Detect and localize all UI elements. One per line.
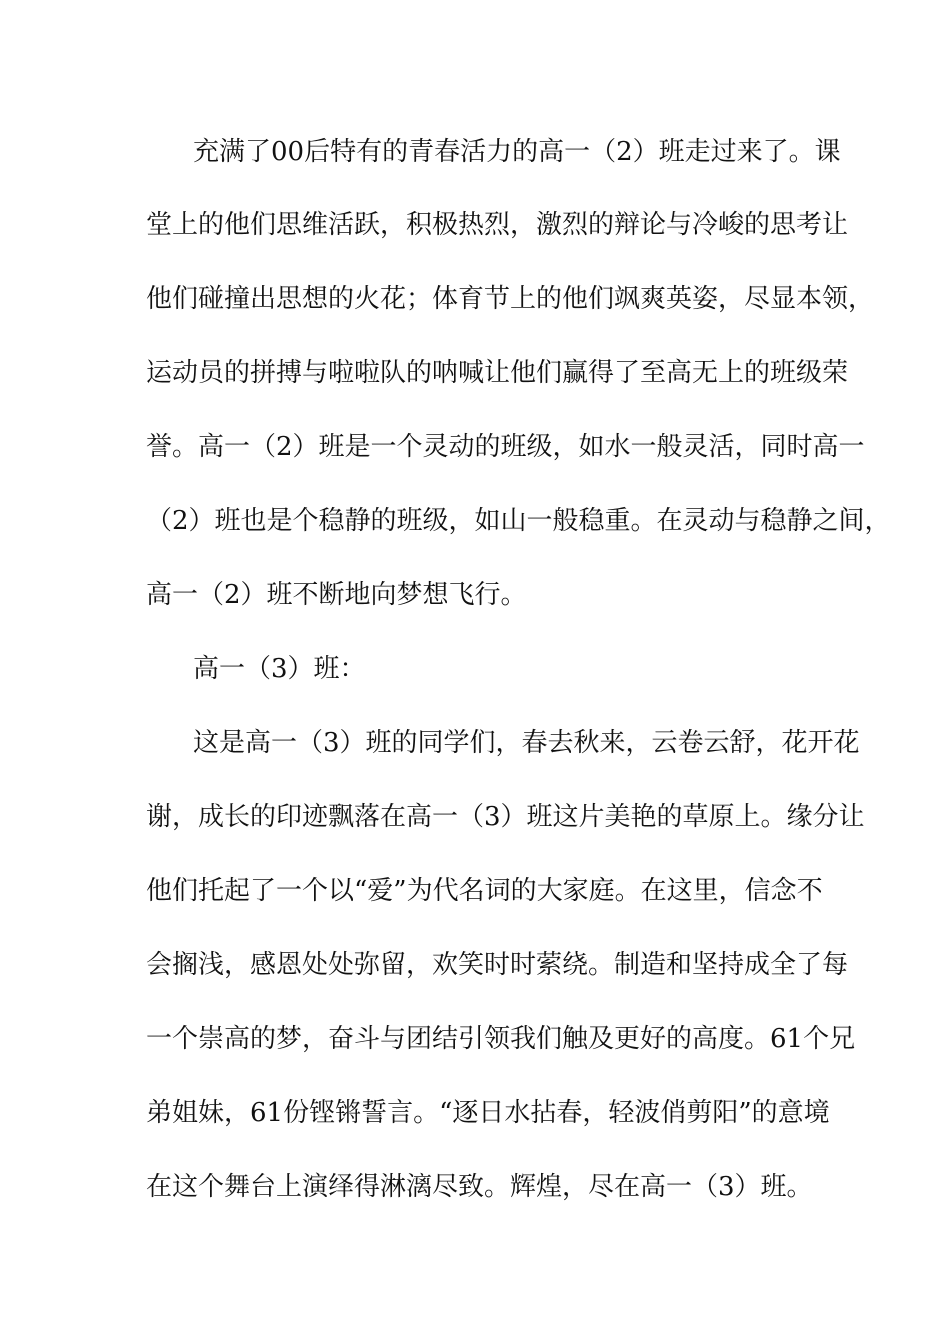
paragraph-line: 高一（2）班不断地向梦想飞行。 (146, 580, 527, 610)
section-heading: 高一（3）班： (193, 654, 366, 684)
paragraph-line: 弟姐妹，61份铿锵誓言。“逐日水拈春，轻波俏剪阳”的意境 (146, 1098, 830, 1128)
paragraph-line: 一个崇高的梦，奋斗与团结引领我们触及更好的高度。61个兄 (146, 1024, 856, 1054)
paragraph-line: 堂上的他们思维活跃，积极热烈，激烈的辩论与冷峻的思考让 (146, 210, 849, 240)
paragraph-line: 运动员的拼搏与啦啦队的呐喊让他们赢得了至高无上的班级荣 (146, 358, 849, 388)
paragraph-line: 谢，成长的印迹飘落在高一（3）班这片美艳的草原上。缘分让 (146, 802, 865, 832)
paragraph-line: 誉。高一（2）班是一个灵动的班级，如水一般灵活，同时高一 (146, 432, 865, 462)
paragraph-line: 充满了00后特有的青春活力的高一（2）班走过来了。课 (193, 137, 841, 167)
paragraph-line: 他们托起了一个以“爱”为代名词的大家庭。在这里，信念不 (146, 876, 823, 906)
paragraph-line: 会搁浅，感恩处处弥留，欢笑时时萦绕。制造和坚持成全了每 (146, 950, 849, 980)
paragraph-line: 他们碰撞出思想的火花；体育节上的他们飒爽英姿，尽显本领， (146, 284, 875, 314)
paragraph-line: （2）班也是个稳静的班级，如山一般稳重。在灵动与稳静之间， (146, 506, 891, 536)
paragraph-line: 在这个舞台上演绎得淋漓尽致。辉煌，尽在高一（3）班。 (146, 1172, 813, 1202)
paragraph-line: 这是高一（3）班的同学们，春去秋来，云卷云舒，花开花 (193, 728, 860, 758)
